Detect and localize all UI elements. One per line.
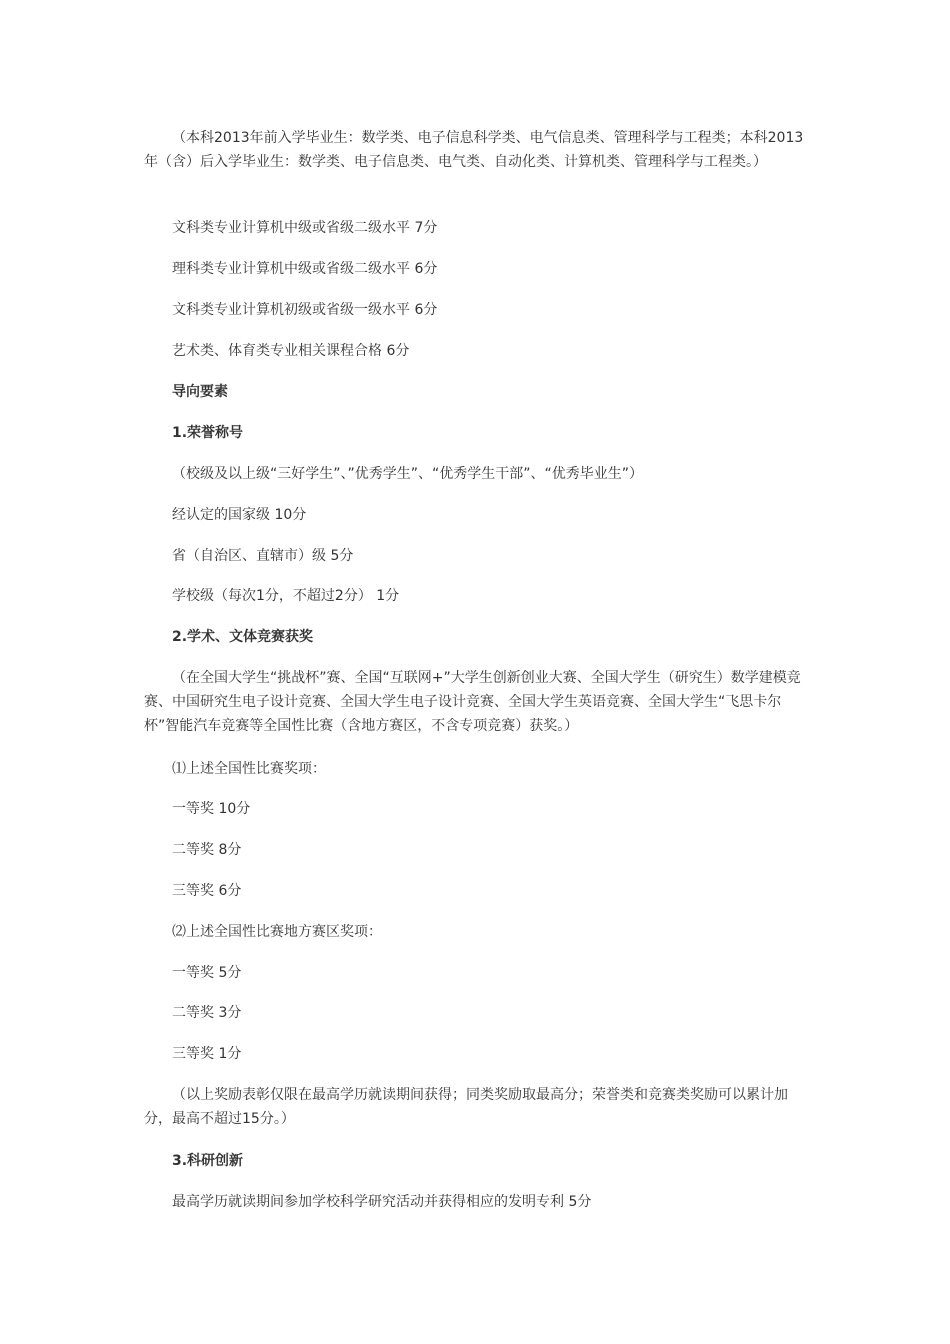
eligible-majors-note: （本科2013年前入学毕业生：数学类、电子信息科学类、电气信息类、管理科学与工程类；本科2013年（含）后入学毕业生：数学类、电子信息类、电气类、自动化类、计算机类、管理科学与工程类。） (144, 130, 804, 170)
score-item: 三等奖 6分 (172, 883, 242, 899)
score-item: 二等奖 8分 (172, 842, 242, 858)
score-item: 二等奖 3分 (172, 1005, 242, 1021)
award-category-label: ⑵上述全国性比赛地方赛区奖项： (172, 924, 382, 940)
score-item: 一等奖 10分 (172, 801, 251, 817)
score-item: 经认定的国家级 10分 (172, 507, 307, 523)
score-item: 学校级（每次1分，不超过2分） 1分 (172, 588, 400, 604)
score-item: 文科类专业计算机初级或省级一级水平 6分 (172, 302, 438, 318)
score-item: 一等奖 5分 (172, 965, 242, 981)
subsection-heading: 3.科研创新 (172, 1153, 244, 1169)
honor-types-note: （校级及以上级“三好学生”、”优秀学生”、“优秀学生干部”、“优秀毕业生”） (172, 466, 644, 482)
score-item: 理科类专业计算机中级或省级二级水平 6分 (172, 261, 438, 277)
score-item: 最高学历就读期间参加学校科学研究活动并获得相应的发明专利 5分 (172, 1194, 592, 1210)
award-category-label: ⑴上述全国性比赛奖项： (172, 761, 326, 777)
subsection-heading: 2.学术、文体竞赛获奖 (172, 629, 314, 645)
award-rules-note: （以上奖励表彰仅限在最高学历就读期间获得；同类奖励取最高分；荣誉类和竞赛类奖励可以累计加分，最高不超过15分。） (144, 1087, 788, 1127)
score-item: 三等奖 1分 (172, 1046, 242, 1062)
competition-list-note: （在全国大学生“挑战杯”赛、全国“互联网+”大学生创新创业大赛、全国大学生（研究生）数学建模竞赛、中国研究生电子设计竞赛、全国大学生电子设计竞赛、全国大学生英语竞赛、全国大学生“飞思卡尔杯”智能汽车竞赛等全国性比赛（含地方赛区，不含专项竞赛）获奖。） (144, 670, 801, 734)
score-item: 文科类专业计算机中级或省级二级水平 7分 (172, 220, 438, 236)
subsection-heading: 1.荣誉称号 (172, 425, 244, 441)
score-item: 艺术类、体育类专业相关课程合格 6分 (172, 343, 410, 359)
score-item: 省（自治区、直辖市）级 5分 (172, 548, 354, 564)
section-heading: 导向要素 (172, 384, 228, 400)
